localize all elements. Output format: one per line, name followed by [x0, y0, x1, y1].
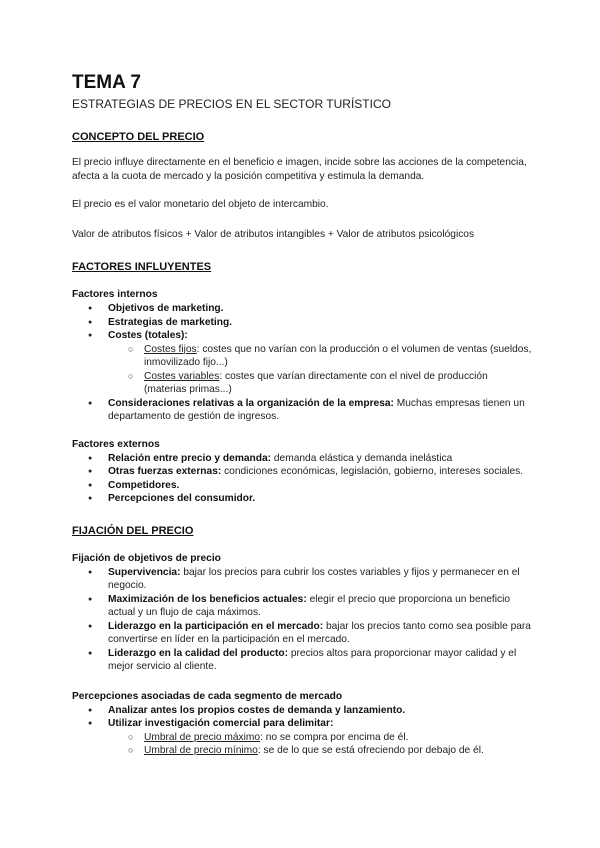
page-title: TEMA 7: [72, 72, 141, 93]
document-page: [72, 72, 532, 758]
page-subtitle: ESTRATEGIAS DE PRECIOS EN EL SECTOR TURÍSTICO: [72, 97, 391, 111]
subheading-percepciones: Percepciones asociadas de cada segmento de mercado: [72, 690, 343, 702]
list-item: ○ Costes variables: costes que varían directamente con el nivel de producción (materias primas...): [72, 370, 532, 397]
list-item: ● Supervivencia: bajar los precios para cubrir los costes variables y fijos y permanecer en el negocio.: [72, 566, 532, 593]
subheading-factores-externos: Factores externos: [72, 438, 160, 450]
section-heading-fijacion: FIJACIÓN DEL PRECIO: [72, 524, 194, 537]
list-item: ● Competidores.: [72, 479, 532, 493]
paragraph-concepto-2: El precio es el valor monetario del objeto de intercambio.: [72, 199, 329, 210]
list-item: ● Liderazgo en la calidad del producto: precios altos para proporcionar mayor calidad y el mejor servicio al cliente.: [72, 647, 532, 674]
list-item: ● Estrategias de marketing.: [72, 316, 532, 330]
paragraph-concepto-3: Valor de atributos físicos + Valor de atributos intangibles + Valor de atributos psicológicos: [72, 229, 475, 240]
list-item: ○ Umbral de precio máximo: no se compra por encima de él.: [72, 731, 532, 745]
list-item: ● Consideraciones relativas a la organización de la empresa: Muchas empresas tienen un departamento de gestión de ingresos.: [72, 397, 532, 424]
list-item: ● Percepciones del consumidor.: [72, 492, 532, 506]
list-item: ● Otras fuerzas externas: condiciones económicas, legislación, gobierno, intereses sociales.: [72, 465, 532, 479]
list-item: ● Analizar antes los propios costes de demanda y lanzamiento.: [72, 704, 532, 718]
list-item: ○ Umbral de precio mínimo: se de lo que se está ofreciendo por debajo de él.: [72, 744, 532, 758]
list-item: ● Utilizar investigación comercial para delimitar: ○ Umbral de precio máximo: no se compra por encima de él. ○ Umbral de precio mínimo: se de lo que se está ofreciendo por debajo de él.: [72, 717, 532, 758]
list-item: ○ Costes fijos: costes que no varían con la producción o el volumen de ventas (sueldos, inmovilizado fijo...): [72, 343, 532, 370]
subheading-factores-internos: Factores internos: [72, 289, 158, 300]
paragraph-concepto-1: El precio influye directamente en el beneficio e imagen, incide sobre las acciones de la competencia, afecta a la cuota de mercado y la posición competitiva y estimula la demanda.: [72, 157, 527, 182]
section-heading-factores: FACTORES INFLUYENTES: [72, 261, 212, 273]
list-item: ● Relación entre precio y demanda: demanda elástica y demanda inelástica: [72, 452, 532, 466]
list-item: ● Maximización de los beneficios actuales: elegir el precio que proporciona un beneficio actual y un flujo de caja máximos.: [72, 593, 532, 620]
list-objetivos: [72, 566, 532, 674]
list-costes: [108, 343, 532, 397]
section-heading-concepto: CONCEPTO DEL PRECIO: [72, 131, 205, 143]
list-umbrales: [108, 731, 532, 758]
list-item: ● Objetivos de marketing.: [72, 302, 532, 316]
list-factores-externos: [72, 452, 532, 506]
list-item: ● Liderazgo en la participación en el mercado: bajar los precios tanto como sea posible para convertirse en líder en la participación en el mercado.: [72, 620, 532, 647]
list-factores-internos: [72, 302, 532, 424]
list-item: ● Costes (totales): ○ Costes fijos: costes que no varían con la producción o el volumen de ventas (sueldos, inmovilizado fijo...) ○ Costes variables: costes que varían directamente con el nivel de producción (materias primas...): [72, 329, 532, 397]
subheading-objetivos: Fijación de objetivos de precio: [72, 552, 221, 564]
list-percepciones: [72, 704, 532, 758]
